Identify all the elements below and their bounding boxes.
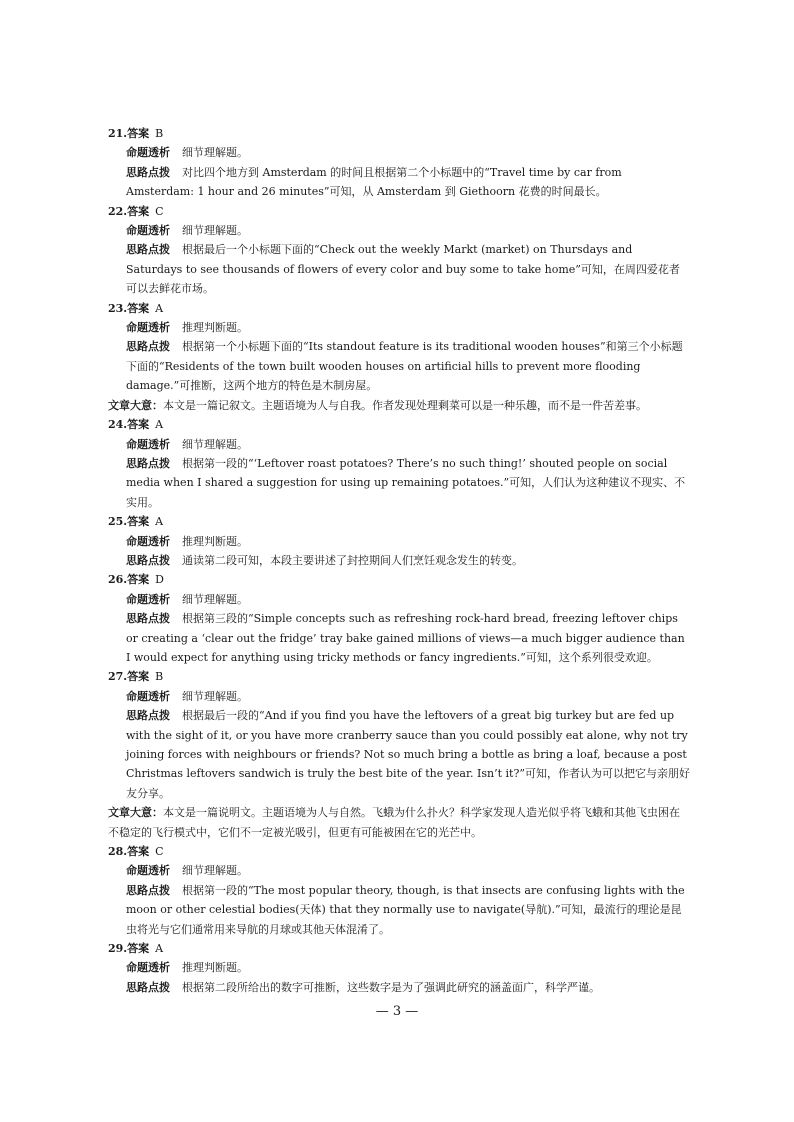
answer-value: A [155, 301, 164, 315]
type-label: 命题透析 [126, 437, 170, 451]
type-text: 细节理解题。 [182, 146, 248, 160]
type-label: 命题透析 [126, 146, 170, 160]
answer-value: A [155, 515, 164, 529]
idea-label: 思路点拨 [126, 553, 170, 567]
type-label: 命题透析 [126, 864, 170, 878]
answer-label: 25.答案 [108, 515, 150, 529]
idea-text: 通读第二段可知，本段主要讲述了封控期间人们烹饪观念发生的转变。 [182, 553, 523, 567]
idea-text: 对比四个地方到 Amsterdam 的时间且根据第二个小标题中的“Travel time by car from Amsterdam: 1 hour and 26 minutes”可知，从 Amsterdam 到 Giethoorn 花费的时间最长。 [126, 165, 622, 199]
page-number: — 3 — [375, 1004, 419, 1019]
answer-label: 26.答案 [108, 573, 150, 587]
question-29 [108, 939, 690, 997]
answer-value: C [155, 204, 164, 218]
idea-label: 思路点拨 [126, 612, 170, 626]
answer-value: A [155, 418, 164, 432]
idea-label: 思路点拨 [126, 709, 170, 723]
answer-value: B [155, 670, 164, 684]
type-text: 细节理解题。 [182, 437, 248, 451]
answer-value: C [155, 845, 164, 859]
idea-label: 思路点拨 [126, 340, 170, 354]
idea-label: 思路点拨 [126, 883, 170, 897]
answer-label: 23.答案 [108, 301, 150, 315]
answer-label: 22.答案 [108, 204, 150, 218]
type-text: 推理判断题。 [182, 961, 248, 975]
type-text: 推理判断题。 [182, 534, 248, 548]
idea-label: 思路点拨 [126, 456, 170, 470]
type-text: 推理判断题。 [182, 321, 248, 335]
answer-value: B [155, 127, 164, 140]
question-27 [108, 667, 690, 803]
summary-text: 本文是一篇说明文。主题语境为人与自然。飞蛾为什么扑火？科学家发现人造光似乎将飞蛾和其他飞虫困在不稳定的飞行模式中，它们不一定被光吸引，但更有可能被困在它的光芒中。 [108, 806, 680, 839]
article-summary-1 [108, 396, 690, 415]
idea-label: 思路点拨 [126, 165, 170, 179]
summary-label: 文章大意： [108, 398, 163, 412]
idea-text: 根据第一段的“The most popular theory, though, is that insects are confusing lights with the moon or other celestial bodies(天体) that they normally use to navigate(导航).”可知，最流行的理论是昆虫将光与它们通常用来导航的月球或其他天体混淆了。 [126, 883, 685, 936]
summary-label: 文章大意： [108, 806, 163, 820]
type-label: 命题透析 [126, 689, 170, 703]
answer-label: 24.答案 [108, 418, 150, 432]
question-22 [108, 202, 690, 299]
idea-text: 根据第二段所给出的数字可推断，这些数字是为了强调此研究的涵盖面广，科学严谨。 [182, 980, 600, 994]
answer-value: D [155, 573, 164, 587]
answer-label: 29.答案 [108, 942, 150, 956]
idea-text: 根据最后一个小标题下面的“Check out the weekly Markt (market) on Thursdays and Saturdays to see thousands of flowers of every color and buy some to take home”可知，在周四爱花者可以去鲜花市场。 [126, 243, 680, 296]
question-24 [108, 415, 690, 512]
article-summary-2 [108, 803, 690, 842]
question-23 [108, 299, 690, 396]
idea-text: 根据第三段的“Simple concepts such as refreshing rock-hard bread, freezing leftover chips or creating a ‘clear out the fridge’ tray bake gained millions of views—a much bigger audience than I would expect for anything using tricky methods or fancy ingredients.”可知，这个系列很受欢迎。 [126, 612, 685, 664]
type-label: 命题透析 [126, 224, 170, 238]
type-label: 命题透析 [126, 592, 170, 606]
answer-label: 21.答案 [108, 127, 150, 140]
type-text: 细节理解题。 [182, 224, 248, 238]
question-21 [108, 124, 690, 202]
idea-label: 思路点拨 [126, 243, 170, 257]
idea-text: 根据第一段的“‘Leftover roast potatoes? There’s no such thing!’ shouted people on social media when I shared a suggestion for using up remaining potatoes.”可知，人们认为这种建议不现实、不实用。 [126, 456, 686, 509]
type-label: 命题透析 [126, 321, 170, 335]
answer-label: 28.答案 [108, 845, 150, 859]
summary-text: 本文是一篇记叙文。主题语境为人与自我。作者发现处理剩菜可以是一种乐趣，而不是一件苦差事。 [163, 398, 647, 412]
type-text: 细节理解题。 [182, 864, 248, 878]
type-label: 命题透析 [126, 961, 170, 975]
type-text: 细节理解题。 [182, 592, 248, 606]
question-25 [108, 512, 690, 570]
question-28 [108, 842, 690, 939]
question-26 [108, 570, 690, 667]
type-label: 命题透析 [126, 534, 170, 548]
answer-content [108, 124, 690, 997]
idea-text: 根据最后一段的“And if you find you have the leftovers of a great big turkey but are fed up with the sight of it, or you have more cranberry sauce than you could possibly eat alone, why not try joining forces with neighbours or friends? Not so much bring a bottle as bring a loaf, because a post Christmas leftovers sandwich is truly the best bite of the year. Isn’t it?”可知，作者认为可以把它与亲朋好友分享。 [126, 709, 690, 800]
idea-text: 根据第一个小标题下面的“Its standout feature is its traditional wooden houses”和第三个小标题下面的“Residents of the town built wooden houses on artificial hills to prevent more flooding damage.”可推断，这两个地方的特色是木制房屋。 [126, 340, 683, 393]
idea-label: 思路点拨 [126, 980, 170, 994]
answer-label: 27.答案 [108, 670, 150, 684]
answer-value: A [155, 942, 164, 956]
type-text: 细节理解题。 [182, 689, 248, 703]
